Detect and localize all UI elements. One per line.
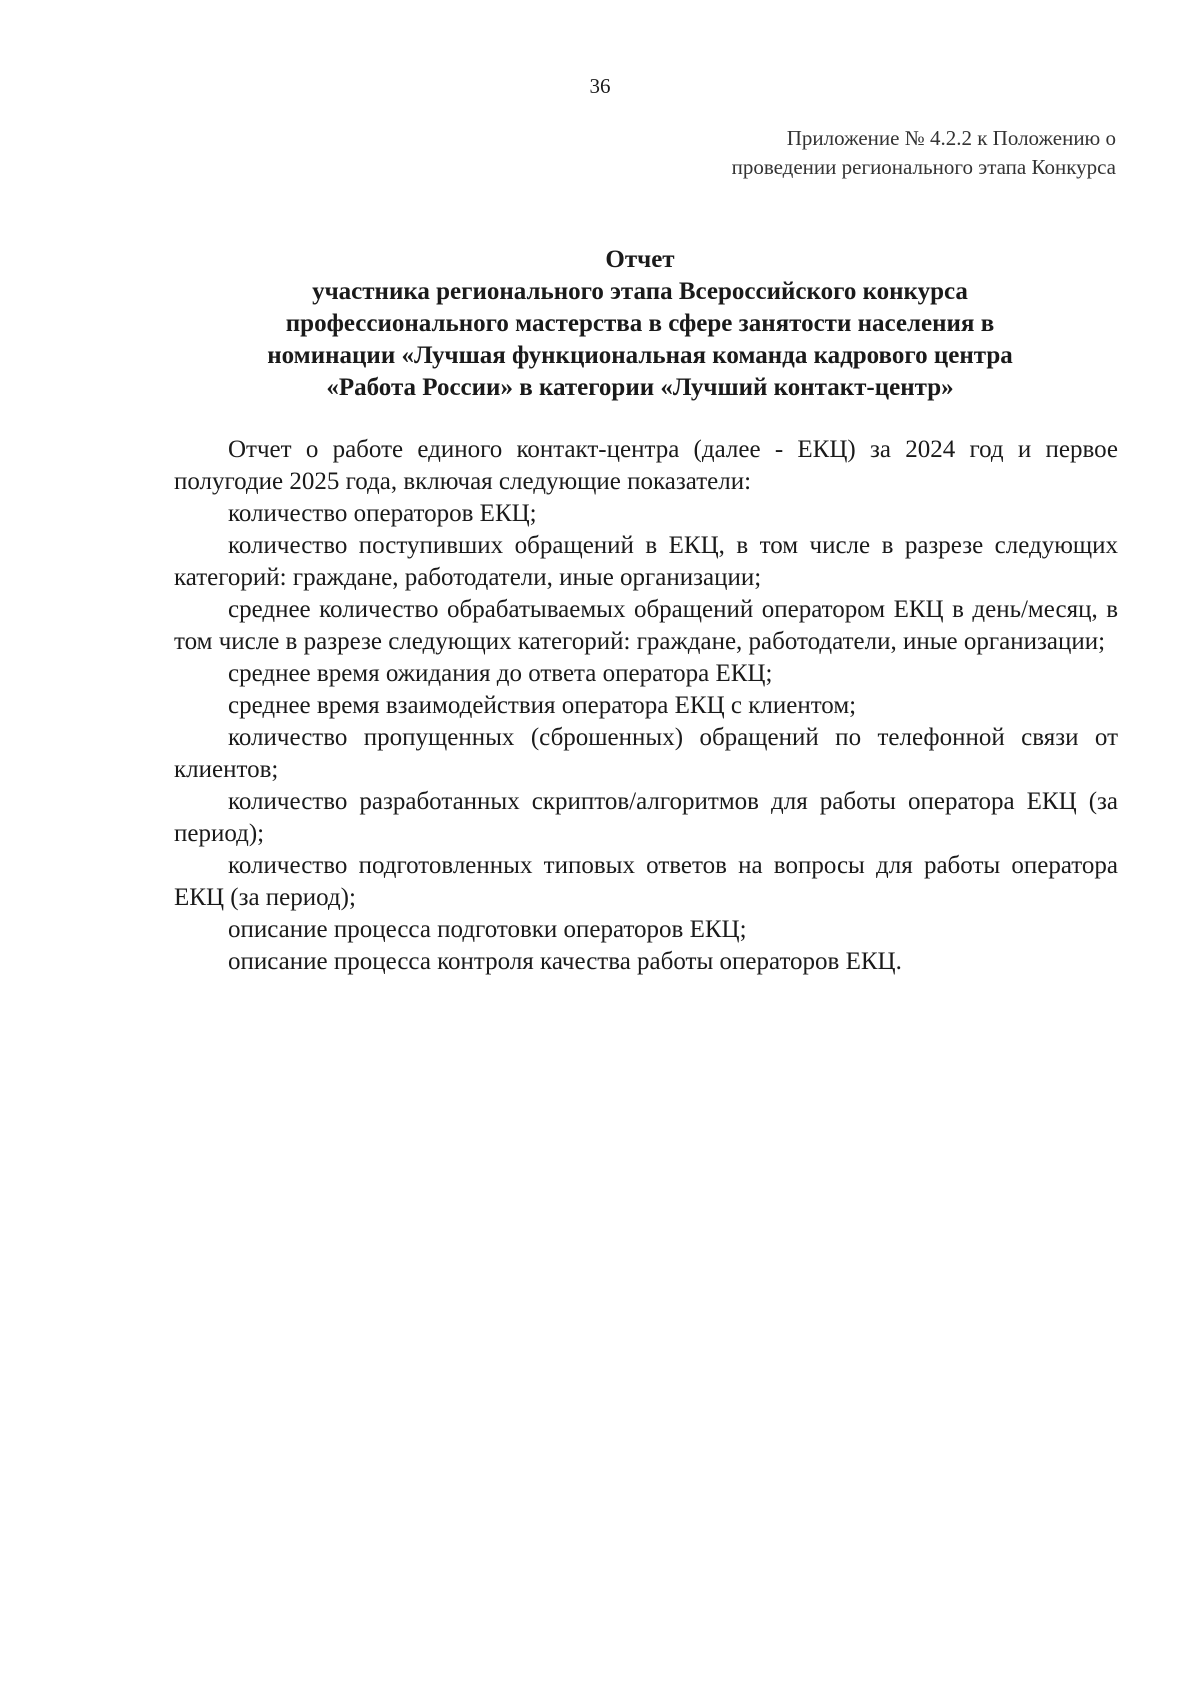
document-title: [160, 244, 1120, 404]
appendix-reference: [556, 124, 1116, 182]
indicator-item: количество подготовленных типовых ответов на вопросы для работы оператора ЕКЦ (за период);: [174, 852, 1118, 911]
intro-paragraph: Отчет о работе единого контакт-центра (далее - ЕКЦ) за 2024 год и первое полугодие 2025 года, включая следующие показатели:: [174, 436, 1118, 495]
title-line: профессионального мастерства в сфере занятости населения в: [285, 310, 995, 337]
title-line: участника регионального этапа Всероссийского конкурса: [312, 278, 968, 305]
indicator-item: среднее время взаимодействия оператора ЕКЦ с клиентом;: [228, 692, 857, 719]
indicator-item: среднее количество обрабатываемых обращений оператором ЕКЦ в день/месяц, в том числе в разрезе следующих категорий: граждане, работодатели, иные организации;: [174, 596, 1118, 655]
indicator-item: количество разработанных скриптов/алгоритмов для работы оператора ЕКЦ (за период);: [174, 788, 1118, 847]
page-number: 36: [589, 74, 611, 98]
indicator-item: среднее время ожидания до ответа оператора ЕКЦ;: [228, 660, 773, 687]
indicator-item: описание процесса контроля качества работы операторов ЕКЦ.: [228, 948, 902, 975]
indicator-item: описание процесса подготовки операторов ЕКЦ;: [228, 916, 747, 943]
title-line: «Работа России» в категории «Лучший контакт-центр»: [326, 374, 954, 401]
indicator-item: количество операторов ЕКЦ;: [228, 500, 537, 527]
indicator-item: количество пропущенных (сброшенных) обращений по телефонной связи от клиентов;: [174, 724, 1118, 783]
indicator-item: количество поступивших обращений в ЕКЦ, в том числе в разрезе следующих категорий: граждане, работодатели, иные организации;: [174, 532, 1118, 591]
appendix-line: Приложение № 4.2.2 к Положению о: [786, 126, 1116, 150]
title-line: Отчет: [605, 246, 675, 273]
appendix-line: проведении регионального этапа Конкурса: [731, 155, 1116, 179]
title-line: номинации «Лучшая функциональная команда кадрового центра: [267, 342, 1013, 369]
document-body: [174, 434, 1118, 978]
